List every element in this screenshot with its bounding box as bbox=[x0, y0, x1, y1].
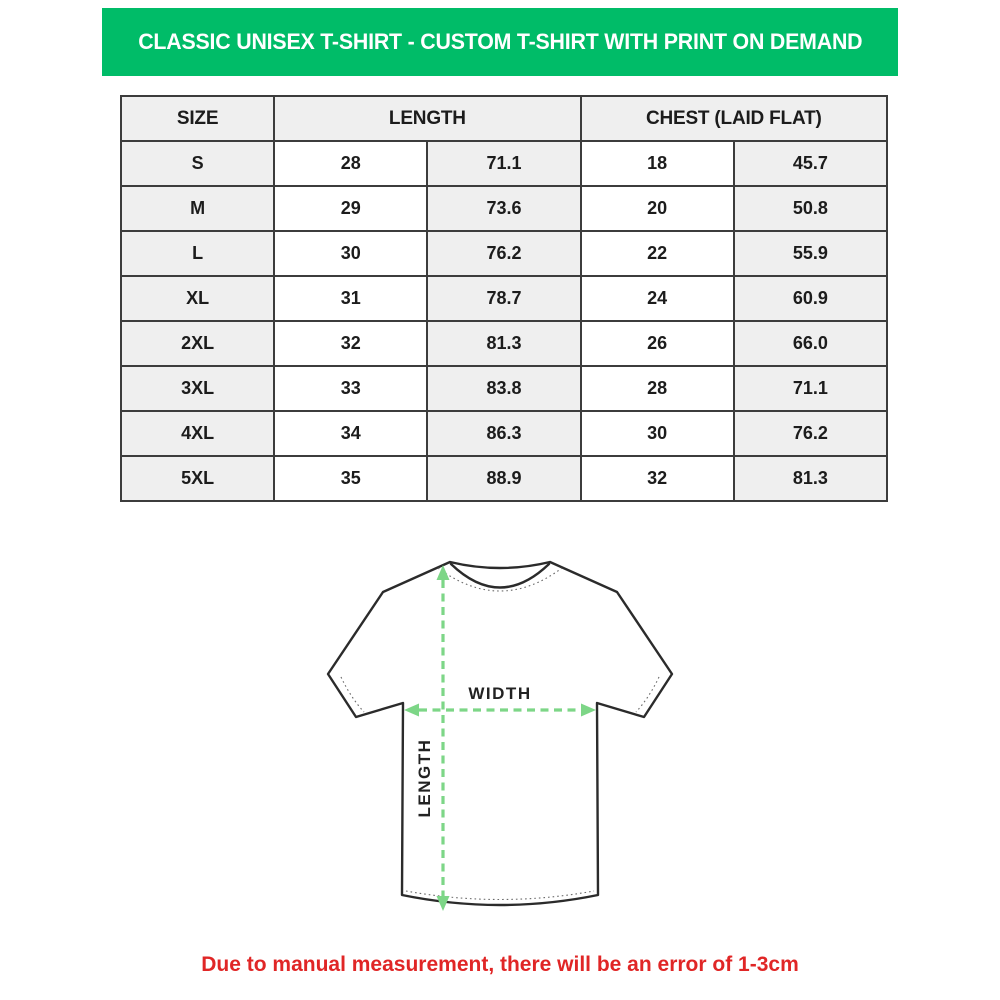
title-banner bbox=[102, 8, 898, 76]
chest-in-cell: 28 bbox=[581, 366, 734, 411]
chest-cm-cell: 55.9 bbox=[734, 231, 887, 276]
chest-cm-cell: 76.2 bbox=[734, 411, 887, 456]
chest-cm-cell: 66.0 bbox=[734, 321, 887, 366]
tshirt-illustration bbox=[300, 540, 700, 940]
length-cm-cell: 81.3 bbox=[427, 321, 580, 366]
size-table bbox=[120, 95, 888, 502]
size-cell: 2XL bbox=[121, 321, 274, 366]
length-in-cell: 28 bbox=[274, 141, 427, 186]
table-row bbox=[121, 231, 887, 276]
size-cell: 5XL bbox=[121, 456, 274, 501]
chest-cm-cell: 60.9 bbox=[734, 276, 887, 321]
chest-cm-cell: 45.7 bbox=[734, 141, 887, 186]
length-cm-cell: 76.2 bbox=[427, 231, 580, 276]
page-title: CLASSIC UNISEX T-SHIRT - CUSTOM T-SHIRT WITH PRINT ON DEMAND bbox=[137, 29, 863, 54]
table-row bbox=[121, 141, 887, 186]
size-cell: M bbox=[121, 186, 274, 231]
length-in-cell: 34 bbox=[274, 411, 427, 456]
table-row bbox=[121, 456, 887, 501]
length-cm-cell: 78.7 bbox=[427, 276, 580, 321]
chest-in-cell: 26 bbox=[581, 321, 734, 366]
size-cell: L bbox=[121, 231, 274, 276]
chest-cm-cell: 71.1 bbox=[734, 366, 887, 411]
tshirt-outline bbox=[328, 562, 672, 905]
table-row bbox=[121, 186, 887, 231]
length-in-cell: 33 bbox=[274, 366, 427, 411]
length-cm-cell: 86.3 bbox=[427, 411, 580, 456]
col-header-size: SIZE bbox=[121, 96, 274, 141]
tshirt-diagram bbox=[300, 540, 700, 940]
chest-in-cell: 20 bbox=[581, 186, 734, 231]
length-arrow-label: LENGTH bbox=[415, 738, 434, 818]
size-cell: 4XL bbox=[121, 411, 274, 456]
chest-in-cell: 24 bbox=[581, 276, 734, 321]
chest-in-cell: 22 bbox=[581, 231, 734, 276]
col-header-chest: CHEST (LAID FLAT) bbox=[581, 96, 887, 141]
chest-cm-cell: 81.3 bbox=[734, 456, 887, 501]
size-cell: XL bbox=[121, 276, 274, 321]
measurement-disclaimer: Due to manual measurement, there will be an error of 1-3cm bbox=[201, 953, 799, 976]
length-cm-cell: 88.9 bbox=[427, 456, 580, 501]
table-header-row bbox=[121, 96, 887, 141]
size-cell: S bbox=[121, 141, 274, 186]
chest-in-cell: 32 bbox=[581, 456, 734, 501]
table-row bbox=[121, 276, 887, 321]
length-in-cell: 32 bbox=[274, 321, 427, 366]
length-cm-cell: 73.6 bbox=[427, 186, 580, 231]
chest-in-cell: 30 bbox=[581, 411, 734, 456]
table-row bbox=[121, 411, 887, 456]
size-cell: 3XL bbox=[121, 366, 274, 411]
table-row bbox=[121, 321, 887, 366]
length-cm-cell: 83.8 bbox=[427, 366, 580, 411]
length-in-cell: 29 bbox=[274, 186, 427, 231]
length-arrowhead-bottom bbox=[437, 896, 450, 911]
chest-in-cell: 18 bbox=[581, 141, 734, 186]
width-arrow-label: WIDTH bbox=[468, 684, 532, 703]
length-in-cell: 30 bbox=[274, 231, 427, 276]
length-in-cell: 35 bbox=[274, 456, 427, 501]
length-in-cell: 31 bbox=[274, 276, 427, 321]
table-row bbox=[121, 366, 887, 411]
length-cm-cell: 71.1 bbox=[427, 141, 580, 186]
col-header-length: LENGTH bbox=[274, 96, 580, 141]
chest-cm-cell: 50.8 bbox=[734, 186, 887, 231]
